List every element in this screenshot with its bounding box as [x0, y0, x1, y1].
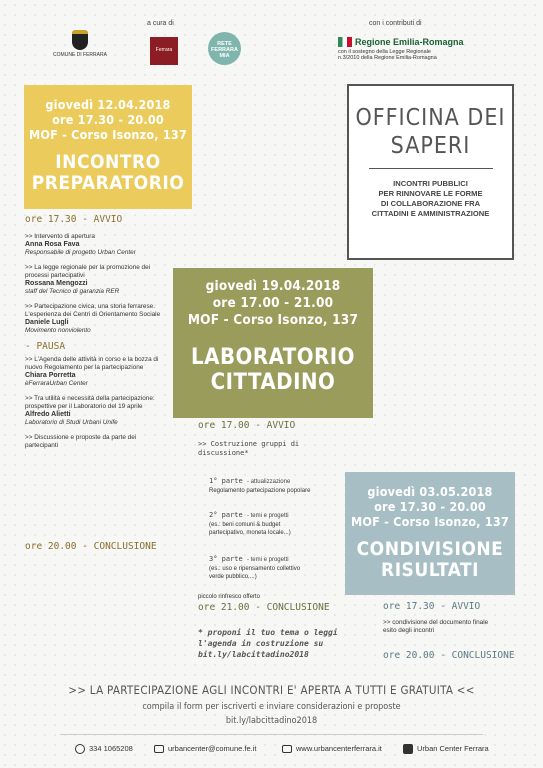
- officina-desc-3: DI COLLABORAZIONE FRA: [380, 199, 481, 208]
- officina-desc-2: PER RINNOVARE LE FORME: [378, 189, 483, 198]
- ferrara-logo: [150, 37, 178, 65]
- event1-header-box: [24, 85, 192, 209]
- event3-end: ore 20.00 - CONCLUSIONE: [383, 650, 515, 661]
- event3-item: >> condivisione del documento finale esito degli incontri: [383, 619, 489, 634]
- event1-item-5: >> Tra utilità e necessità della partecipazione: prospettive per il Laboratorio del 19 aprile Alfredo Alietti Laboratorio di Studi Urbani Unife: [25, 395, 155, 426]
- event2-rinfresco: piccolo rinfresco offerto: [198, 594, 260, 600]
- footer-gratuita: >> LA PARTECIPAZIONE AGLI INCONTRI E' APERTA A TUTTI E GRATUITA <<: [68, 683, 475, 697]
- event2-parte-3: 3° parte - temi e progetti (es.: uso e ripensamento collettivo verde pubblico,...): [209, 555, 301, 580]
- regione-name: Regione Emilia-Romagna: [355, 37, 464, 47]
- comune-label: COMUNE DI FERRARA: [53, 52, 107, 58]
- event3-date: giovedì 03.05.2018: [367, 484, 493, 499]
- event2-date: giovedì 19.04.2018: [205, 278, 341, 294]
- event2-title-2: CITTADINO: [210, 370, 336, 395]
- monitor-icon: [282, 745, 292, 753]
- event2-end: ore 21.00 - CONCLUSIONE: [198, 602, 330, 613]
- regione-flag-icon: [338, 37, 352, 47]
- event1-discussione: >> Discussione e proposte da parte dei partecipanti: [25, 434, 137, 449]
- event1-place: MOF - Corso Isonzo, 137: [29, 127, 187, 142]
- phone-icon: [75, 744, 85, 754]
- officina-desc-1: INCONTRI PUBBLICI: [393, 179, 468, 188]
- regione-line1: con il sostegno della Legge Regionale: [338, 49, 431, 55]
- a-cura-di-label: a cura di: [147, 20, 174, 27]
- event2-gruppi: >> Costruzione gruppi di discussione*: [198, 440, 300, 457]
- contributi-label: con i contributi di: [369, 20, 422, 27]
- officina-divider: [369, 168, 493, 169]
- event1-item-2: >> La legge regionale per la promozione dei processi partecipativi Rossana Mengozzi staff del Tecnico di garanzia RER: [25, 264, 151, 295]
- event1-hours: ore 17.30 - 20.00: [52, 112, 164, 127]
- officina-title-2: SAPERI: [390, 133, 471, 159]
- event2-header-box: [173, 268, 373, 418]
- event2-note: * proponi il tuo tema o leggi l'agenda in costruzione su bit.ly/labcittadino2018: [198, 628, 338, 659]
- event1-item-3: >> Partecipazione civica, una storia ferrarese. L'esperienza dei Centri di Orientamento Sociale Daniele Lugli Movimento nonviolento: [25, 303, 161, 334]
- event2-place: MOF - Corso Isonzo, 137: [187, 312, 359, 328]
- officina-dei-saperi-box: [347, 84, 514, 260]
- event1-item-4: >> L'Agenda delle attività in corso e la bozza di nuovo Regolamento per la partecipazione Chiara Porretta èFerraraUrban Center: [25, 356, 159, 387]
- crest-icon: [72, 30, 88, 50]
- event1-title-2: PREPARATORIO: [31, 172, 185, 194]
- email-icon: [154, 745, 164, 753]
- rete-ferrara-mia-logo: [208, 32, 241, 65]
- contact-facebook[interactable]: Urban Center Ferrara: [403, 744, 489, 754]
- officina-title-1: OFFICINA DEI: [355, 105, 506, 131]
- event3-title-1: CONDIVISIONE: [356, 538, 504, 560]
- officina-desc-4: CITTADINI E AMMINISTRAZIONE: [371, 209, 490, 218]
- contact-web[interactable]: www.urbancenterferrara.it: [282, 744, 382, 753]
- event3-place: MOF - Corso Isonzo, 137: [351, 514, 509, 529]
- event2-title-1: LABORATORIO: [191, 345, 355, 370]
- contact-email[interactable]: urbancenter@comune.fe.it: [154, 744, 257, 753]
- event3-start: ore 17.30 - AVVIO: [383, 601, 481, 612]
- event2-parte-1: 1° parte - attualizzazione Regolamento partecipazione popolare: [209, 477, 311, 494]
- event3-title-2: RISULTATI: [381, 559, 479, 581]
- event1-program: [25, 233, 165, 450]
- footer-link[interactable]: bit.ly/labcittadino2018: [225, 716, 318, 726]
- regione-logo: [338, 37, 468, 61]
- event1-date: giovedì 12.04.2018: [45, 97, 171, 112]
- event1-item-1: >> Intervento di apertura Anna Rosa Fava Responsabile di progetto Urban Center: [25, 233, 136, 256]
- regione-line2: n.3/2010 della Regione Emilia-Romagna: [338, 55, 437, 61]
- event2-start: ore 17.00 - AVVIO: [198, 420, 296, 431]
- event1-title-1: INCONTRO: [55, 151, 161, 173]
- ferrara-logo-text: Ferrara: [155, 47, 173, 53]
- event2-parte-2: 2° parte - temi e progetti (es.: beni comuni & budget partecipativo, moneta locale...): [209, 511, 291, 536]
- event1-start: ore 17.30 - AVVIO: [25, 214, 123, 225]
- footer-compila: compila il form per iscriverti e inviare considerazioni e proposte: [142, 702, 401, 712]
- comune-logo: [53, 30, 107, 58]
- event1-pausa: - PAUSA: [25, 341, 66, 352]
- footer-divider: [60, 734, 483, 735]
- contact-phone[interactable]: 334 1065208: [75, 744, 133, 754]
- facebook-icon: [403, 744, 413, 754]
- event3-hours: ore 17.30 - 20.00: [374, 499, 486, 514]
- event3-header-box: [345, 472, 515, 595]
- rete-logo-text: RETE FERRARA MIA: [211, 41, 238, 59]
- event2-hours: ore 17.00 - 21.00: [212, 295, 334, 311]
- event1-end: ore 20.00 - CONCLUSIONE: [25, 541, 157, 552]
